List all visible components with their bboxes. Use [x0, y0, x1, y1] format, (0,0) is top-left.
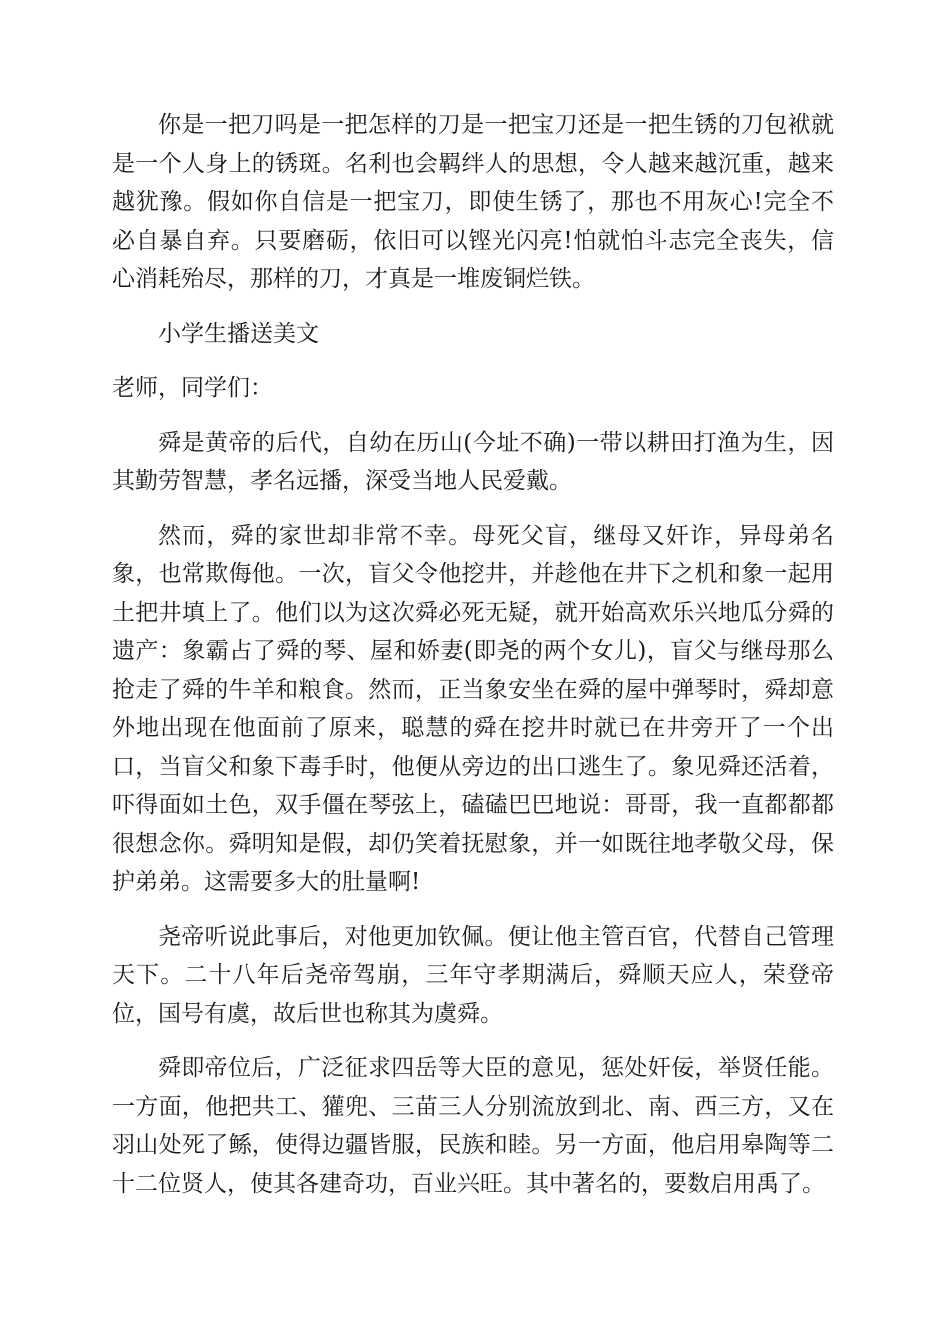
- document-page: [112, 106, 834, 1219]
- intro-paragraph: 你是一把刀吗是一把怎样的刀是一把宝刀还是一把生锈的刀包袱就是一个人身上的锈斑。名利也会羁绊人的思想，令人越来越沉重，越来越犹豫。假如你自信是一把宝刀，即使生锈了，那也不用灰心!完全不必自暴自弃。只要磨砺，依旧可以铿光闪亮!怕就怕斗志完全丧失，信心消耗殆尽，那样的刀，才真是一堆废铜烂铁。: [112, 112, 834, 292]
- body-paragraph: 尧帝听说此事后，对他更加钦佩。便让他主管百官，代替自己管理天下。二十八年后尧帝驾崩，三年守孝期满后，舜顺天应人，荣登帝位，国号有虞，故后世也称其为虞舜。: [112, 923, 834, 1027]
- body-paragraph: 然而，舜的家世却非常不幸。母死父盲，继母又奸诈，异母弟名象，也常欺侮他。一次，盲父令他挖井，并趁他在井下之机和象一起用土把井填上了。他们以为这次舜必死无疑，就开始高欢乐兴地瓜分舜的遗产：象霸占了舜的琴、屋和娇妻(即尧的两个女儿)，盲父与继母那么抢走了舜的牛羊和粮食。然而，正当象安坐在舜的屋中弹琴时，舜却意外地出现在他面前了原来，聪慧的舜在挖井时就已在井旁开了一个出口，当盲父和象下毒手时，他便从旁边的出口逃生了。象见舜还活着，吓得面如土色，双手僵在琴弦上，磕磕巴巴地说：哥哥，我一直都都都很想念你。舜明知是假，却仍笑着抚慰象，并一如既往地孝敬父母，保护弟弟。这需要多大的肚量啊!: [112, 522, 834, 895]
- body-paragraph: 舜是黄帝的后代，自幼在历山(今址不确)一带以耕田打渔为生，因其勤劳智慧，孝名远播，深受当地人民爱戴。: [112, 429, 834, 494]
- body-paragraph: 舜即帝位后，广泛征求四岳等大臣的意见，惩处奸佞，举贤任能。一方面，他把共工、獾兜、三苗三人分别流放到北、南、西三方，又在羽山处死了鲧，使得边疆皆服，民族和睦。另一方面，他启用皋陶等二十二位贤人，使其各建奇功，百业兴旺。其中著名的，要数启用禹了。: [112, 1055, 834, 1197]
- article-title: 小学生播送美文: [158, 320, 319, 347]
- salutation: 老师，同学们：: [112, 375, 273, 401]
